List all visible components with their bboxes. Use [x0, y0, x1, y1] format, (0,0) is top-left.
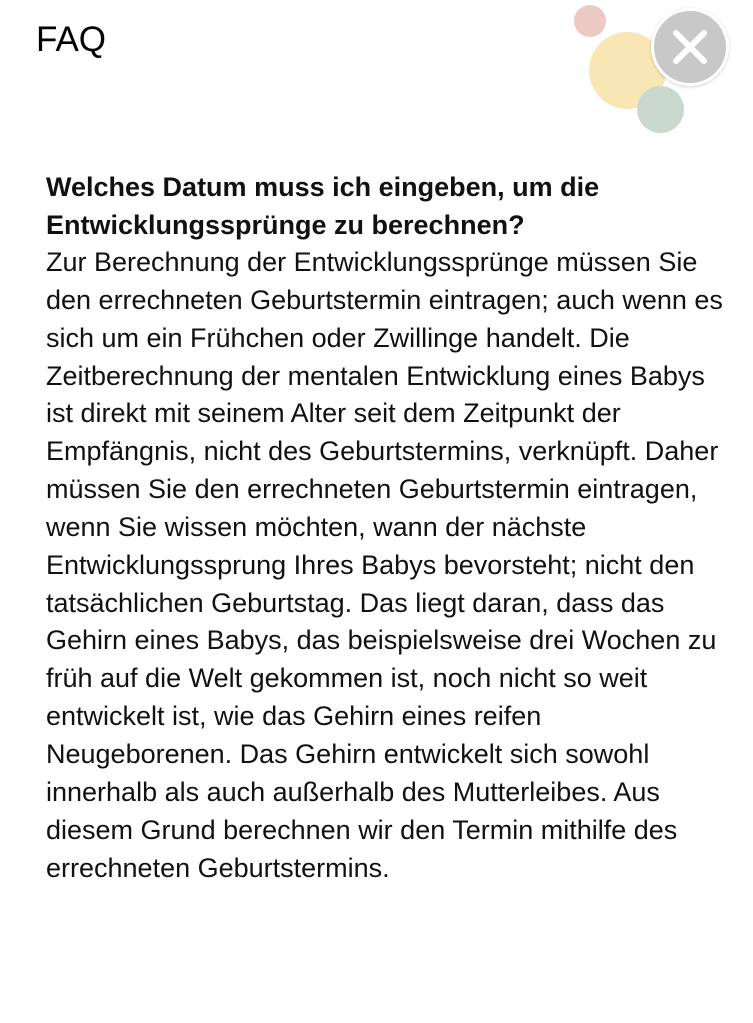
decorative-circle-green: [637, 86, 684, 133]
faq-answer: Zur Berechnung der Entwicklungssprünge müssen Sie den errechneten Geburtstermin eintragen; auch wenn es sich um ein Frühchen oder Zwillinge handelt. Die Zeitberechnung der mentalen Entwicklung eines Babys ist direkt mit seinem Alter seit dem Zeitpunkt der Empfängnis, nicht des Geburtstermins, verknüpft. Daher müssen Sie den errechneten Geburtstermin eintragen, wenn Sie wissen möchten, wann der nächste Entwicklungssprung Ihres Babys bevorsteht; nicht den tatsächlichen Geburtstag. Das liegt daran, dass das Gehirn eines Babys, das beispielsweise drei Wochen zu früh auf die Welt gekommen ist, noch nicht so weit entwickelt ist, wie das Gehirn eines reifen Neugeborenen. Das Gehirn entwickelt sich sowohl innerhalb als auch außerhalb des Mutterleibes. Aus diesem Grund berechnen wir den Termin mithilfe des errechneten Geburtstermins.: [46, 247, 723, 883]
page-title: FAQ: [36, 20, 107, 59]
close-icon: [654, 11, 726, 83]
close-button[interactable]: [651, 8, 729, 86]
decorative-circle-pink: [574, 5, 606, 37]
faq-question: Welches Datum muss ich eingeben, um die Entwicklungssprünge zu berechnen?: [46, 172, 600, 240]
faq-item: [46, 169, 726, 887]
